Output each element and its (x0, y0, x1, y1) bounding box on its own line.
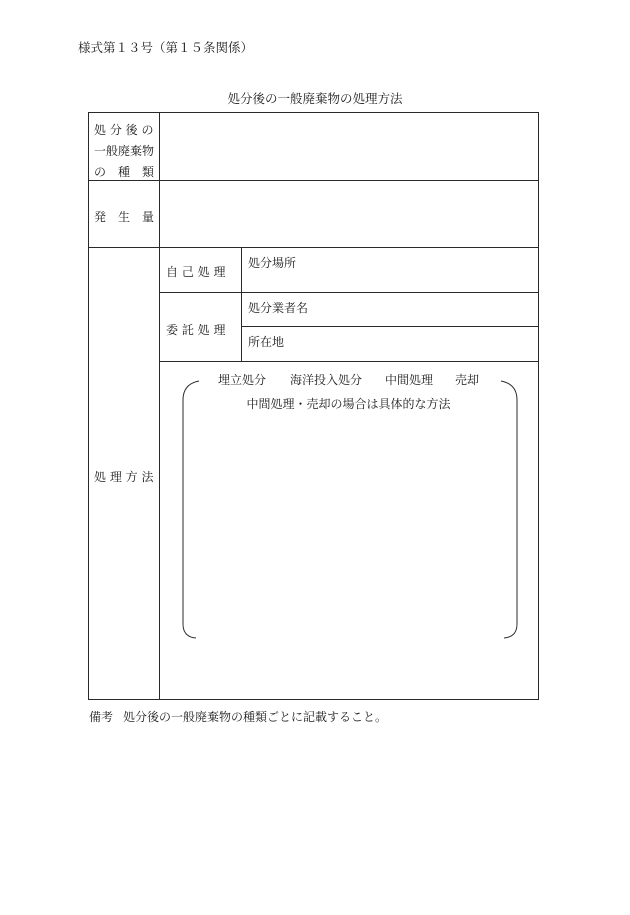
waste-type-label-3: の 種 類 (94, 165, 155, 179)
option-sale: 売却 (455, 373, 480, 387)
method-note: 中間処理・売却の場合は具体的な方法 (246, 397, 451, 411)
option-intermediate-treatment: 中間処理 (385, 373, 434, 387)
method-label: 処 理 方 法 (94, 470, 154, 484)
waste-type-label-1: 処 分 後 の (94, 123, 154, 137)
amount-label: 発 生 量 (94, 210, 155, 224)
contracted-processing-label: 委 託 処 理 (166, 323, 226, 337)
address-field-label: 所在地 (248, 335, 285, 349)
left-bracket (183, 381, 199, 638)
disposal-site-field-label: 処分場所 (248, 256, 297, 270)
page-title: 処分後の一般廃棄物の処理方法 (227, 91, 403, 106)
remarks-heading: 備考 (89, 710, 114, 724)
remarks (89, 708, 397, 725)
right-bracket (501, 381, 517, 638)
waste-type-label-2: 一般廃棄物 (94, 144, 155, 158)
form-number: 様式第１３号（第１５条関係） (78, 40, 254, 55)
remarks-text: 処分後の一般廃棄物の種類ごとに記載すること。 (123, 710, 388, 724)
contractor-name-field-label: 処分業者名 (248, 301, 309, 315)
self-processing-label: 自 己 処 理 (166, 265, 226, 279)
option-landfill: 埋立処分 (218, 373, 267, 387)
option-ocean-dumping: 海洋投入処分 (290, 373, 363, 387)
